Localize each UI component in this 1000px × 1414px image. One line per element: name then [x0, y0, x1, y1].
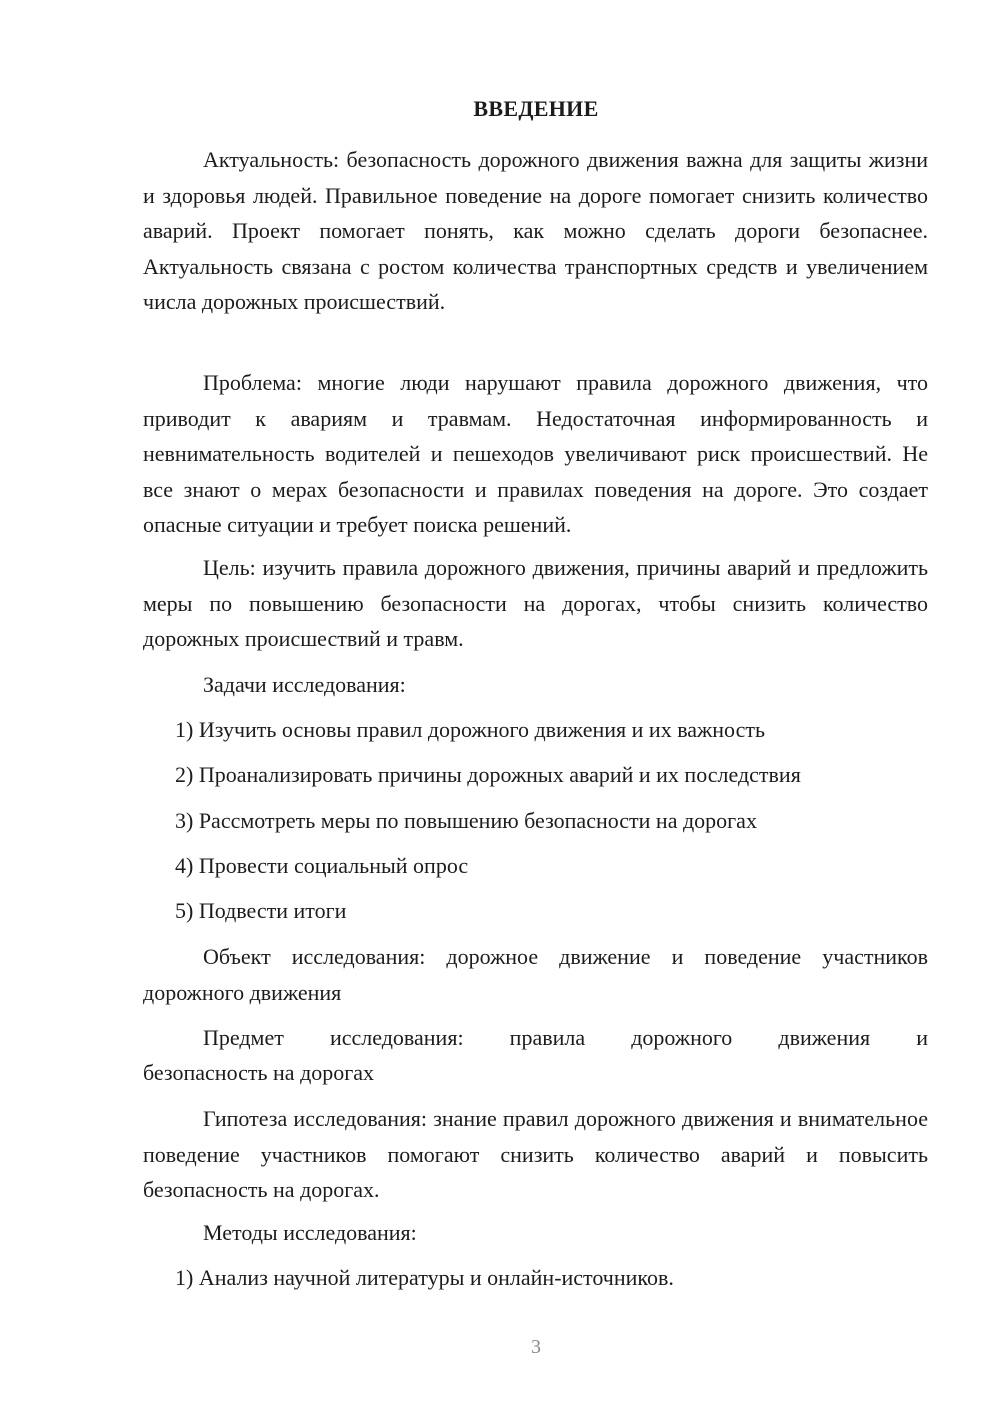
goal-paragraph: Цель: изучить правила дорожного движения, причины аварий и предложить меры по повышению безопасности на дорогах, чтобы снизить количество дорожных происшествий и травм. — [143, 555, 928, 651]
task-item-4: 4) Провести социальный опрос — [175, 853, 469, 878]
hypothesis-paragraph: Гипотеза исследования: знание правил дорожного движения и внимательное поведение участников помогают снизить количество аварий и повысить безопасность на дорогах. — [143, 1106, 928, 1202]
section-heading: ВВЕДЕНИЕ — [473, 96, 599, 121]
relevance-paragraph: Актуальность: безопасность дорожного движения важна для защиты жизни и здоровья людей. Правильное поведение на дороге помогает снизить количество аварий. Проект помогает понять, как можно сделать дороги безопаснее. Актуальность связана с ростом количества транспортных средств и увеличением числа дорожных происшествий. — [143, 147, 928, 314]
methods-heading: Методы исследования: — [203, 1220, 417, 1245]
problem-paragraph: Проблема: многие люди нарушают правила дорожного движения, что приводит к авариям и травмам. Недостаточная информированность и невнимательность водителей и пешеходов увеличивают риск происшествий. Не все знают о мерах безопасности и правилах поведения на дороге. Это создает опасные ситуации и требует поиска решений. — [143, 370, 928, 537]
task-item-2: 2) Проанализировать причины дорожных аварий и их последствия — [175, 762, 801, 787]
task-item-3: 3) Рассмотреть меры по повышению безопасности на дорогах — [175, 808, 757, 833]
task-item-1: 1) Изучить основы правил дорожного движения и их важность — [175, 717, 765, 742]
tasks-heading: Задачи исследования: — [203, 672, 406, 697]
object-paragraph: Объект исследования: дорожное движение и поведение участников дорожного движения — [143, 944, 928, 1005]
method-item-1: 1) Анализ научной литературы и онлайн-источников. — [175, 1265, 674, 1290]
subject-paragraph-line1: Предмет исследования: правила дорожного движения и — [203, 1025, 928, 1050]
page-number: 3 — [531, 1336, 541, 1358]
task-item-5: 5) Подвести итоги — [175, 898, 347, 923]
subject-paragraph-line2: безопасность на дорогах — [143, 1060, 375, 1085]
